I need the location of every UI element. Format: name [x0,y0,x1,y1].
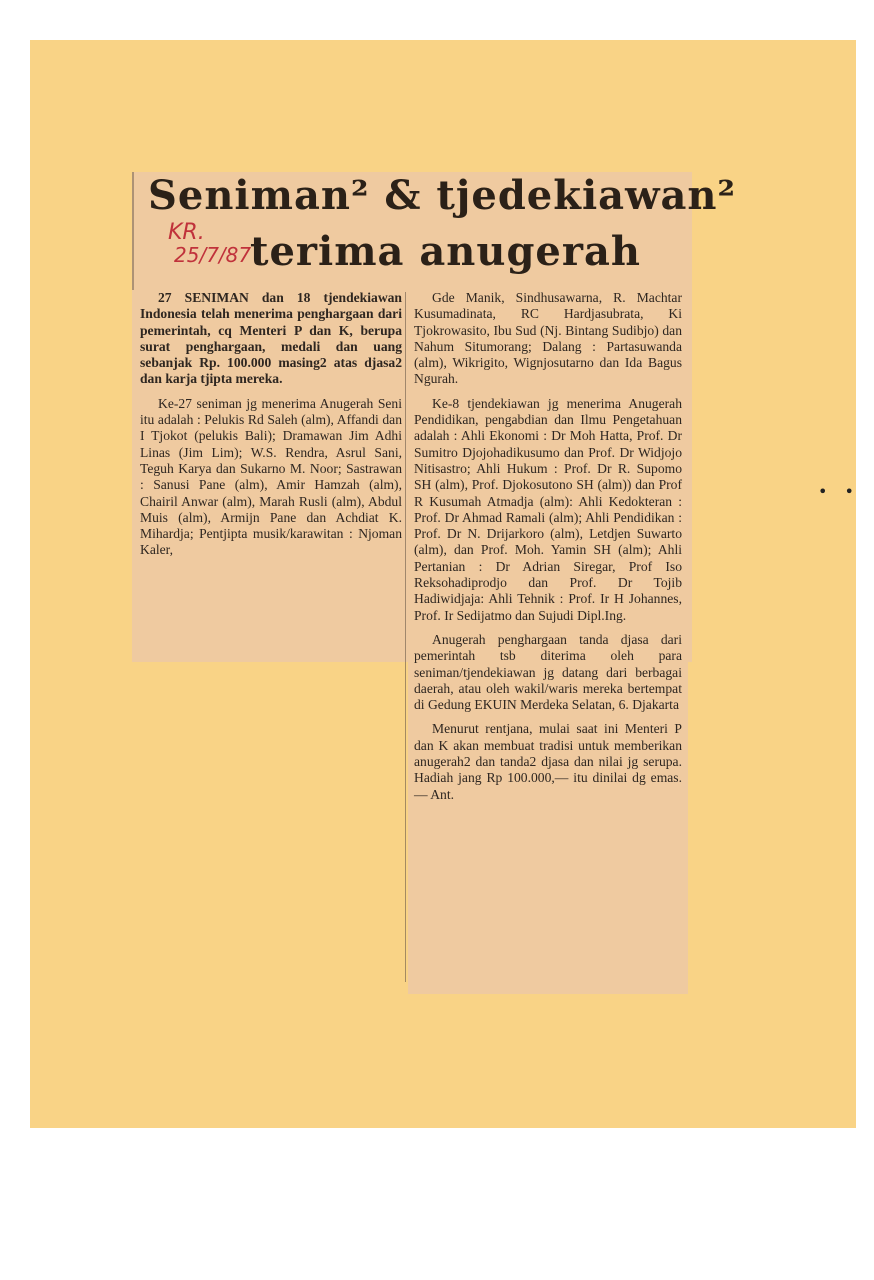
lead-paragraph: 27 SENIMAN dan 18 tjendekiawan Indonesia telah menerima penghargaan dari pemerintah, cq Menteri P dan K, berupa surat penghargaan, medali dan uang sebanjak Rp. 100.000 masing2 atas djasa2 dan karja tjipta mereka. [140,290,402,387]
paragraph-artists-cont: Gde Manik, Sindhusawarna, R. Machtar Kusumadinata, RC Hardjasubrata, Ki Tjokrowasito, Ibu Sud (Nj. Bintang Sudibjo) dan Nahum Situmorang; Dalang : Partasuwanda (alm), Wikrigito, Wignjosutarno dan Ida Bagus Ngurah. [414,290,682,387]
article-column-left [140,290,402,567]
handwritten-source: KR. [168,220,205,245]
newspaper-clipping [132,172,737,994]
handwritten-date: 25/7/87 [174,243,252,267]
paragraph-scholars: Ke-8 tjendekiawan jg menerima Anugerah Pendidikan, pengabdian dan Ilmu Pengetahuan adalah : Ahli Ekonomi : Dr Moh Hatta, Prof. Dr Sumitro Djojohadikusumo dan Prof. Dr Widjojo Nitisastro; Ahli Hukum : Prof. Dr R. Supomo SH (alm), Prof. Djokosutono SH (alm)) dan Prof R Kusumah Atmadja (alm): Ahli Kedokteran : Prof. Dr Ahmad Ramali (alm); Ahli Pendidikan : Prof. Dr N. Drijarkoro (alm), Letdjen Suwarto (alm), dan Prof. Moh. Yamin SH (alm); Ahli Pertanian : Dr Adrian Siregar, Prof Iso Reksohadiprodjo dan Prof. Dr Tojib Hadiwidjaja: Ahli Tehnik : Prof. Ir H Johannes, Prof. Ir Sedijatmo dan Sujudi Dipl.Ing. [414,395,682,623]
headline [132,172,737,282]
headline-line-2: terima anugerah [250,228,641,275]
paragraph-artists: Ke-27 seniman jg menerima Anugerah Seni itu adalah : Pelukis Rd Saleh (alm), Affandi dan I Tjokot (pelukis Bali); Dramawan Jim Adhi Linas (Jim Lim); W.S. Rendra, Asrul Sani, Teguh Karya dan Sukarno M. Noor; Sastrawan : Sanusi Pane (alm), Amir Hamzah (alm), Chairil Anwar (alm), Marah Rusli (alm), Abdul Muis (alm), Armijn Pane dan Achdiat K. Mihardja; Pentjipta musik/karawitan : Njoman Kaler, [140,395,402,558]
paragraph-ceremony: Anugerah penghargaan tanda djasa dari pemerintah tsb diterima oleh para seniman/tjendekiawan jg datang dari berbagai daerah, atau oleh wakil/waris mereka bertempat di Gedung EKUIN Merdeka Selatan, 6. Djakarta [414,631,682,713]
column-divider [405,292,406,982]
punch-hole-marks: • • [818,482,860,501]
paragraph-tradition: Menurut rentjana, mulai saat ini Menteri P dan K akan membuat tradisi untuk memberikan anugerah2 dan tanda2 djasa dan nilai jg serupa. Hadiah jang Rp 100.000,— itu dinilai dg emas. — Ant. [414,721,682,802]
headline-line-1: Seniman² & tjedekiawan² [148,172,737,219]
handwritten-annotation [168,220,252,267]
article-column-right [414,290,682,811]
